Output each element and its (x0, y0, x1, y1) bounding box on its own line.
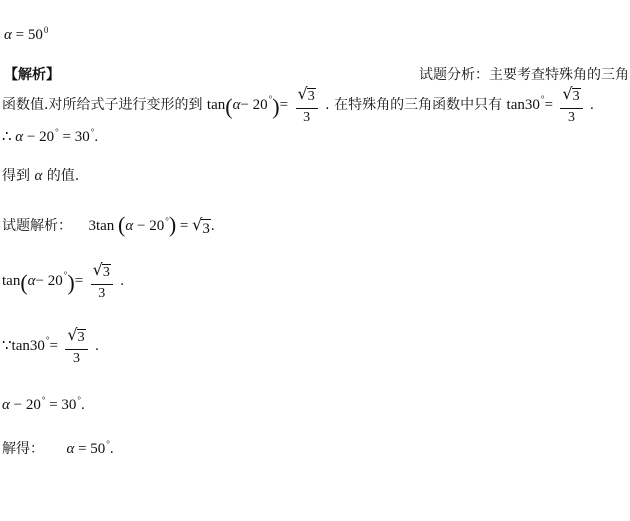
result-line (2, 169, 79, 184)
sqrt-value: 3 (102, 265, 110, 280)
degree-symbol: ° (106, 439, 110, 449)
fraction-denominator: 3 (303, 109, 311, 125)
equals-sign: = (544, 96, 553, 113)
fraction-sqrt3-over-3: √ 3 3 (296, 86, 318, 125)
alpha-symbol: α (34, 168, 43, 184)
degree-symbol: ° (55, 127, 59, 137)
tan30-expression (506, 93, 553, 113)
alpha-symbol: α (15, 129, 24, 145)
alpha-symbol: α (232, 96, 241, 113)
right-parenthesis: ) (168, 212, 177, 237)
alpha-symbol: α (4, 27, 12, 43)
alpha-symbol: α (2, 397, 10, 413)
tan-text: tan (2, 272, 21, 289)
equals-sign: = (74, 272, 84, 289)
analysis-prefix: 函数值.对所给式子进行变形的到 (2, 97, 203, 114)
degree-symbol: ° (41, 395, 46, 405)
tan-expression (206, 93, 289, 120)
sqrt3-symbol: √ 3 (192, 215, 210, 237)
sqrt-value: 3 (572, 89, 580, 104)
analysis-line-2 (2, 86, 594, 125)
answer-superscript: 0 (43, 25, 49, 35)
equals-fifty: = 50 (74, 441, 106, 457)
answer-line (4, 25, 49, 43)
coefficient-tan-text: 3tan (88, 218, 119, 234)
minus-twenty: − 20 (35, 272, 63, 289)
line-end-period: . (94, 129, 99, 145)
line-end-period: . (210, 218, 215, 234)
tan30-text: tan30 (11, 337, 45, 354)
right-parenthesis: ) (67, 270, 75, 296)
solution-label: 试题解析： (2, 218, 72, 234)
degree-symbol: ° (45, 334, 50, 345)
right-parenthesis: ) (272, 94, 280, 120)
line-end-period: . (120, 272, 125, 289)
fraction-denominator: 3 (73, 350, 80, 366)
because-expression (2, 334, 58, 354)
left-parenthesis: ( (225, 94, 233, 120)
equals-sign: = (176, 218, 193, 234)
line-end-period: . (590, 96, 594, 113)
result-prefix: 得到 (2, 168, 35, 184)
solution-equation (88, 212, 215, 237)
left-parenthesis: ( (20, 270, 28, 296)
degree-symbol: ° (540, 93, 545, 104)
answer-text: = 50 (11, 27, 43, 43)
therefore-symbol: ∴ (2, 129, 16, 145)
analysis-summary-start: 试题分析：主要考查特殊角的三角 (419, 67, 629, 83)
degree-symbol: ° (77, 395, 82, 405)
minus-twenty: − 20 (23, 129, 55, 145)
line-end-period: . (109, 441, 114, 457)
sqrt-value: 3 (77, 330, 85, 345)
line-end-period: . (95, 337, 99, 354)
solution-line-1 (2, 212, 215, 238)
fraction-denominator: 3 (98, 285, 106, 301)
fraction-denominator: 3 (567, 109, 575, 125)
left-parenthesis: ( (118, 212, 126, 237)
solution-line-2 (2, 262, 124, 301)
solution-result-label: 解得： (2, 441, 44, 457)
degree-symbol: ° (268, 93, 273, 104)
line-end-period: . (81, 397, 85, 413)
tan30-text: tan30 (506, 96, 540, 113)
degree-symbol: ° (165, 216, 169, 226)
tan-expression (2, 269, 84, 296)
equals-thirty: = 30 (58, 129, 90, 145)
final-solution-line (2, 439, 114, 457)
equals-sign: = (279, 96, 289, 113)
sqrt-value: 3 (202, 221, 210, 237)
analysis-header: 【解析】 (4, 67, 60, 83)
because-line (2, 327, 99, 366)
angle-equation-line (2, 395, 85, 413)
fraction-sqrt3-over-3: √ 3 3 (560, 86, 582, 125)
equals-thirty: = 30 (45, 397, 77, 413)
degree-symbol: ° (90, 127, 95, 137)
tan-text: tan (206, 96, 226, 113)
minus-twenty: − 20 (9, 397, 41, 413)
fraction-sqrt3-over-3: √ 3 3 (91, 262, 113, 301)
alpha-symbol: α (27, 272, 36, 289)
result-suffix: 的值. (42, 168, 80, 184)
fraction-sqrt3-over-3: √ 3 3 (65, 327, 87, 366)
equals-sign: = (49, 337, 58, 354)
minus-twenty: − 20 (133, 218, 165, 234)
middle-text: . 在特殊角的三角函数中只有 (325, 97, 503, 114)
therefore-line (2, 127, 99, 145)
degree-symbol: ° (63, 269, 68, 280)
minus-twenty: − 20 (240, 96, 268, 113)
alpha-symbol: α (66, 441, 75, 457)
alpha-symbol: α (125, 218, 134, 234)
because-symbol: ∵ (2, 337, 12, 354)
sqrt-value: 3 (307, 89, 315, 104)
final-alpha-equation (66, 441, 113, 457)
